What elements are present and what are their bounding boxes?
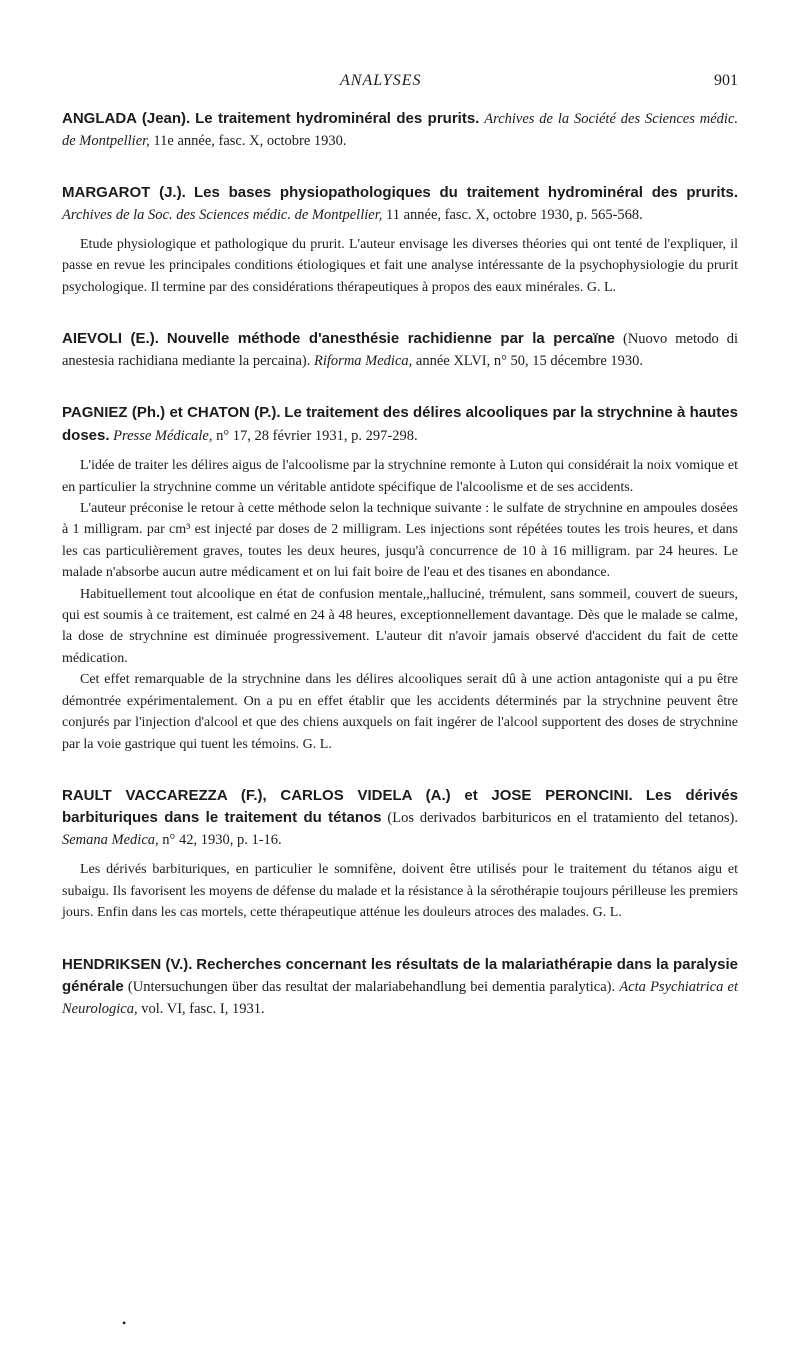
entry-original-title: (Nuovo metodo di anestesia rachidiana mediante la percaina). [62,331,739,369]
review-entry [62,402,738,755]
reference-line [62,954,738,1021]
review-entry [62,954,738,1021]
entry-original-title: (Los derivados barbituricos en el tratamiento del tetanos). [387,810,738,827]
entry-source: Archives de la Soc. des Sciences médic. de Montpellier, [62,206,383,223]
stray-ink-mark: • [122,1316,127,1330]
review-entry [62,108,738,152]
abstract-paragraph: L'auteur préconise le retour à cette méthode selon la technique suivante : le sulfate de strychnine en ampoules dosées à 1 milligram. par cm³ est injecté par doses de 2 milligram. Les injections sont répétées toutes les trois heures, et dans les cas particulièrement graves, toutes les deux heures, jusqu'à concurrence de 10 à 16 milligram. par 24 heures. Le malade n'absorbe aucun autre médicament et on lui fait boire de l'eau et des tisanes en abondance. [62,501,738,581]
abstract-paragraph: L'idée de traiter les délires aigus de l'alcoolisme par la strychnine remonte à Luton qui considérait la noix vomique et en particulier la strychnine comme un véritable antidote spécifique de l'alcoolisme et de ses accidents. [62,458,738,495]
entry-details: vol. VI, fasc. I, 1931. [141,1000,265,1017]
page-content [62,108,738,1050]
review-entry [62,785,738,924]
entry-source: Riforma Medica, [314,352,413,369]
entry-author: MARGAROT (J.). [62,184,186,201]
review-entry [62,328,738,372]
entry-title: Le traitement hydrominéral des prurits. [195,110,480,127]
entry-title: Les bases physiopathologiques du traitement hydrominéral des prurits. [194,184,738,201]
reference-line [62,108,738,152]
entry-source: Archives de la Société des Sciences médic. de Montpellier, [62,111,739,149]
abstract-paragraph: Cet effet remarquable de la strychnine dans les délires alcooliques serait dû à une action antagoniste qui a pu être démontrée expérimentalement. On a pu en effet établir que les accidents déterminés par la strychnine peuvent être conjurés par l'injection d'alcool et que des chiens auxquels on fait ingérer de l'alcool supportent des doses de strychnine par la voie gastrique qui tuent les témoins. G. L. [62,672,738,752]
page-number: 901 [714,72,738,89]
entry-details: n° 42, 1930, p. 1-16. [162,831,282,848]
entry-source: Acta Psychiatrica et Neurologica, [62,979,739,1017]
entry-title: Recherches concernant les résultats de la malariathérapie dans la paralysie générale [62,955,738,996]
entry-abstract [62,234,738,298]
review-entry [62,182,738,298]
reference-line [62,785,738,852]
page-header [0,72,800,96]
entry-title: Les dérivés barbituriques dans le traitement du tétanos [62,786,738,827]
abstract-paragraph: Les dérivés barbituriques, en particulier le somnifène, doivent être utilisés pour le traitement du tétanos aigu et subaigu. Ils favorisent les moyens de défense du malade et la résistance à la sérothérapie toujours périlleuse les premiers jours. Enfin dans les cas mortels, cette thérapeutique atténue les douleurs atroces des malades. G. L. [62,862,738,921]
entry-details: n° 17, 28 février 1931, p. 297-298. [216,427,418,444]
abstract-paragraph: Habituellement tout alcoolique en état de confusion mentale,,halluciné, trémulent, sans sommeil, couvert de sueurs, qui est soumis à ce traitement, est calmé en 24 à 48 heures, exceptionnellement davantage. Dès que le malade se calme, la dose de strychnine est diminuée progressivement. L'auteur dit n'avoir jamais observé d'accident du fait de cette médication. [62,586,738,666]
entry-original-title: (Untersuchungen über das resultat der malariabehandlung bei dementia paralytica). [127,979,616,996]
entry-author: RAULT VACCAREZZA (F.), CARLOS VIDELA (A.) et JOSE PERONCINI. [62,786,633,804]
entry-abstract [62,455,738,755]
entry-details: 11e année, fasc. X, octobre 1930. [153,132,347,149]
entry-details: année XLVI, n° 50, 15 décembre 1930. [415,352,644,369]
entry-source: Semana Medica, [62,831,159,848]
reference-line [62,182,738,226]
entry-author: AIEVOLI (E.). [62,330,159,348]
reference-line [62,328,738,372]
entry-details: 11 année, fasc. X, octobre 1930, p. 565-568. [386,206,643,223]
entry-abstract [62,859,738,923]
reference-line [62,402,738,447]
entry-author: ANGLADA (Jean). [62,110,191,127]
running-title: ANALYSES [340,72,422,89]
entry-author: HENDRIKSEN (V.). [62,955,193,973]
entry-author: PAGNIEZ (Ph.) et CHATON (P.). [62,404,281,422]
entry-source: Presse Médicale, [113,427,213,444]
entry-title: Nouvelle méthode d'anesthésie rachidienne par la percaïne [166,330,615,348]
abstract-paragraph: Etude physiologique et pathologique du prurit. L'auteur envisage les diverses théories qui ont tenté de l'expliquer, il passe en revue les principales conditions étiologiques et fait une analyse intéressante de la psychophysiologie du prurit psychologique. Il termine par des considérations thérapeutiques à propos des eaux minérales. G. L. [62,237,738,295]
entry-title: Le traitement des délires alcooliques par la strychnine à hautes doses. [62,404,738,444]
